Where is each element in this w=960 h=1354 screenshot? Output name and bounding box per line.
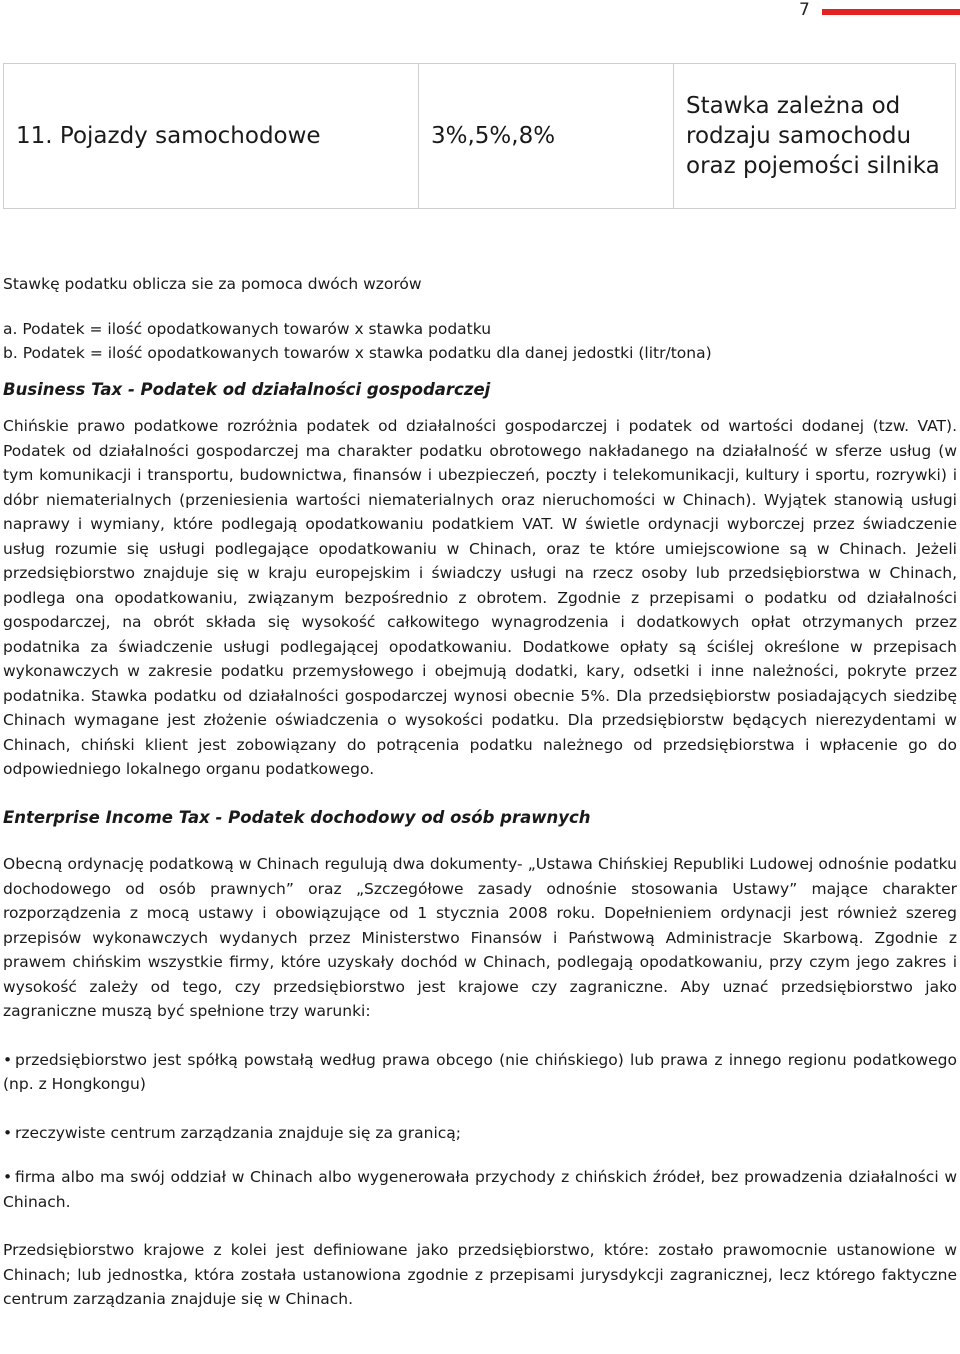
page-number: 7 — [799, 0, 810, 20]
business-tax-heading: Business Tax - Podatek od działalności gospodarczej — [3, 379, 491, 399]
intro-line: Stawkę podatku oblicza sie za pomoca dwóch wzorów — [3, 275, 422, 293]
tax-rate-table — [3, 63, 956, 209]
business-tax-paragraph: Chińskie prawo podatkowe rozróżnia podatek od działalności gospodarczej i podatek od wartości dodanej (tzw. VAT). Podatek od działalności gospodarczej ma charakter podatku obrotowego nakładanego na działalność w sferze usług (w tym komunikacji i transportu, budownictwa, finansów i ubezpieczeń, poczty i telekomunikacji, kultury i sportu, rozrywki) i dóbr niematerialnych (przeniesienia wartości niematerialnych oraz nieruchomości w Chinach). Wyjątek stanowią usługi naprawy i wymiany, które podlegają opodatkowaniu podatkiem VAT. W świetle ordynacji wyborczej przez świadczenie usług rozumie się usługi podlegające opodatkowaniu w Chinach, oraz te które umiejscowione są w Chinach. Jeżeli przedsiębiorstwo znajduje się w kraju europejskim i świadczy usługi na rzecz osoby lub przedsiębiorstwa w Chinach, podlega ona opodatkowaniu, związanym bezpośrednio z obrotem. Zgodnie z przepisami o podatku od działalności gospodarczej, na obrót składa się wysokość całkowitego wynagrodzenia i dodatkowych opłat otrzymanych przez podatnika za świadczenie usługi podlegającej opodatkowaniu. Dodatkowe opłaty są ściślej określone w przepisach wykonawczych w zakresie podatku przemysłowego i obejmują dodatki, kary, odsetki i inne należności, pokryte przez podatnika. Stawka podatku od działalności gospodarczej wynosi obecnie 5%. Dla przedsiębiorstw posiadających siedzibę Chinach wymagane jest złożenie oświadczenia o wysokości podatku. Dla przedsiębiorstw będących nierezydentami w Chinach, chiński klient jest zobowiązany do potrącenia podatku należnego od przedsiębiorstwa i wpłacenie go do odpowiedniego lokalnego organu podatkowego. — [3, 417, 957, 778]
list-item: • rzeczywiste centrum zarządzania znajduje się za granicą; — [3, 1121, 957, 1146]
formula-b: b. Podatek = ilość opodatkowanych towarów x stawka podatku dla danej jedostki (litr/tona) — [3, 344, 712, 362]
list-item: • przedsiębiorstwo jest spółką powstałą według prawa obcego (nie chińskiego) lub prawa z innego regionu podatkowego (np. z Hongkongu) — [3, 1048, 957, 1097]
list-item: • firma albo ma swój oddział w Chinach albo wygenerowała przychody z chińskich źródeł, bez prowadzenia działalności w Chinach. — [3, 1165, 957, 1214]
tax-item-note: Stawka zależna od rodzaju samochodu oraz pojemości silnika — [674, 64, 956, 209]
enterprise-tax-heading: Enterprise Income Tax - Podatek dochodowy od osób prawnych — [3, 807, 591, 827]
tax-item-rate: 3%,5%,8% — [419, 64, 674, 209]
table-row — [4, 64, 956, 209]
bullet-icon: • — [3, 1123, 13, 1142]
bullet-icon: • — [3, 1168, 13, 1186]
document-body — [3, 272, 957, 1312]
closing-paragraph: Przedsiębiorstwo krajowe z kolei jest definiowane jako przedsiębiorstwo, które: zostało prawomocnie ustanowione w Chinach; lub jednostka, która została ustanowiona zgodnie z przepisami jurysdykcji zagranicznej, lecz którego faktyczne centrum zarządzania znajduje się w Chinach. — [3, 1241, 957, 1308]
formula-a: a. Podatek = ilość opodatkowanych towarów x stawka podatku — [3, 319, 492, 338]
bullet-icon: • — [3, 1050, 13, 1069]
enterprise-tax-paragraph: Obecną ordynację podatkową w Chinach regulują dwa dokumenty- „Ustawa Chińskiej Republiki Ludowej odnośnie podatku dochodowego od osób prawnych” oraz „Szczegółowe zasady odnośnie stosowania Ustawy” mające charakter rozporządzenia z mocą ustawy i obowiązujące od 1 stycznia 2008 roku. Dopełnieniem ordynacji jest również szereg przepisów wykonawczych wydanych przez Ministerstwo Finansów i Państwową Administracje Skarbową. Zgodnie z prawem chińskim wszystkie firmy, które uzyskały dochód w Chinach, podlegają opodatkowaniu, przy czym jego zakres i wysokość zależy od tego, czy przedsiębiorstwo jest krajowe czy zagraniczne. Aby uznać przedsiębiorstwo jako zagraniczne muszą być spełnione trzy warunki: — [3, 855, 957, 1020]
header-accent-bar — [822, 9, 960, 15]
tax-item-name: 11. Pojazdy samochodowe — [4, 64, 419, 209]
